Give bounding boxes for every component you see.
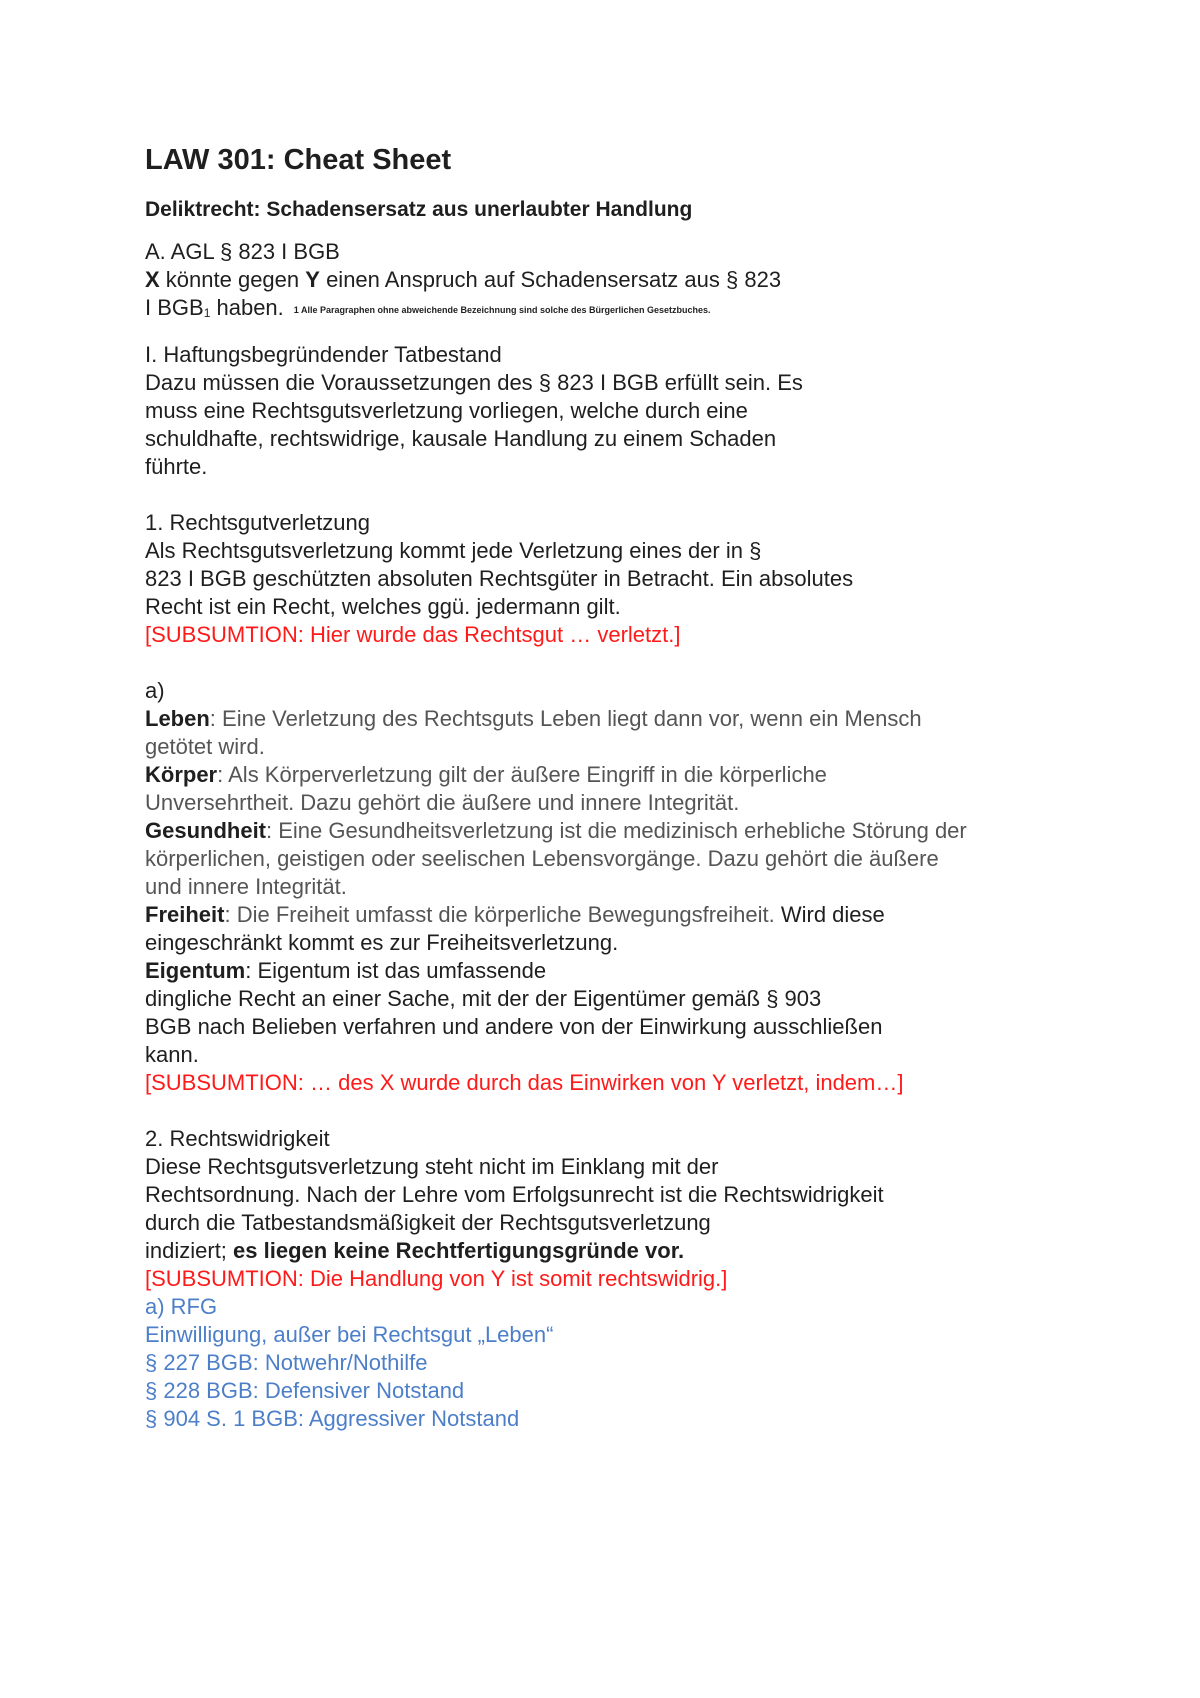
term-koerper: Körper	[145, 762, 218, 787]
agl-line2-a: I BGB	[145, 295, 204, 320]
party-x: X	[145, 267, 160, 292]
freiheit-text-b: Wird diese	[774, 902, 885, 927]
freiheit-line-2: eingeschränkt kommt es zur Freiheitsverletzung.	[145, 930, 619, 955]
gesundheit-line-3: und innere Integrität.	[145, 874, 347, 899]
tatbestand-line: muss eine Rechtsgutsverletzung vorliegen, welche durch eine	[145, 398, 748, 423]
koerper-line-1	[145, 761, 1085, 789]
agl-line-1	[145, 266, 1085, 294]
rfg-item: § 904 S. 1 BGB: Aggressiver Notstand	[145, 1406, 520, 1431]
eigentum-line-2: dingliche Recht an einer Sache, mit der der Eigentümer gemäß § 903	[145, 986, 822, 1011]
agl-line-2	[145, 294, 1085, 327]
footnote-marker: 1	[203, 306, 211, 320]
leben-line-1	[145, 705, 1085, 733]
rechtswidrigkeit-line: Rechtsordnung. Nach der Lehre vom Erfolgsunrecht ist die Rechtswidrigkeit	[145, 1182, 884, 1207]
rechtsgut-heading: 1. Rechtsgutverletzung	[145, 510, 371, 535]
leben-text: : Eine Verletzung des Rechtsguts Leben liegt dann vor, wenn ein Mensch	[209, 706, 922, 731]
gesundheit-line-1	[145, 817, 1085, 845]
page-title: LAW 301: Cheat Sheet	[145, 144, 452, 176]
agl-text-mid: könnte gegen	[159, 267, 306, 292]
koerper-line-2: Unversehrtheit. Dazu gehört die äußere und innere Integrität.	[145, 790, 740, 815]
agl-text-rest: einen Anspruch auf Schadensersatz aus § 823	[319, 267, 782, 292]
indiziert-text: indiziert;	[145, 1238, 234, 1263]
tatbestand-line: Dazu müssen die Voraussetzungen des § 823 I BGB erfüllt sein. Es	[145, 370, 803, 395]
freiheit-line-1	[145, 901, 1085, 929]
eigentum-line-3: BGB nach Belieben verfahren und andere von der Einwirkung ausschließen	[145, 1014, 883, 1039]
koerper-text: : Als Körperverletzung gilt der äußere Eingriff in die körperliche	[217, 762, 827, 787]
rechtswidrigkeit-line: durch die Tatbestandsmäßigkeit der Rechtsgutsverletzung	[145, 1210, 711, 1235]
eigentum-line-4: kann.	[145, 1042, 199, 1067]
rechtsgueter-label: a)	[145, 678, 165, 703]
subsumtion-rechtswidrigkeit: [SUBSUMTION: Die Handlung von Y ist somit rechtswidrig.]	[145, 1266, 728, 1291]
agl-heading: A. AGL § 823 I BGB	[145, 239, 340, 264]
rechtswidrigkeit-last-line	[145, 1237, 1085, 1265]
footnote-text: 1 Alle Paragraphen ohne abweichende Bezeichnung sind solche des Bürgerlichen Gesetzbuches.	[293, 305, 711, 315]
term-eigentum: Eigentum	[145, 958, 246, 983]
gesundheit-line-2: körperlichen, geistigen oder seelischen Lebensvorgänge. Dazu gehört die äußere	[145, 846, 939, 871]
tatbestand-heading: I. Haftungsbegründender Tatbestand	[145, 342, 502, 367]
rfg-item: § 228 BGB: Defensiver Notstand	[145, 1378, 465, 1403]
subsumtion-rechtsgut: [SUBSUMTION: Hier wurde das Rechtsgut … verletzt.]	[145, 622, 681, 647]
term-gesundheit: Gesundheit	[145, 818, 267, 843]
rfg-item: § 227 BGB: Notwehr/Nothilfe	[145, 1350, 428, 1375]
term-leben: Leben	[145, 706, 210, 731]
term-freiheit: Freiheit	[145, 902, 225, 927]
rechtswidrigkeit-line: Diese Rechtsgutsverletzung steht nicht im Einklang mit der	[145, 1154, 719, 1179]
tatbestand-line: führte.	[145, 454, 208, 479]
rechtsgut-line: Als Rechtsgutsverletzung kommt jede Verletzung eines der in §	[145, 538, 762, 563]
party-y: Y	[305, 267, 320, 292]
rechtswidrigkeit-heading: 2. Rechtswidrigkeit	[145, 1126, 330, 1151]
rechtsgut-line: 823 I BGB geschützten absoluten Rechtsgüter in Betracht. Ein absolutes	[145, 566, 854, 591]
rechtsgut-line: Recht ist ein Recht, welches ggü. jedermann gilt.	[145, 594, 621, 619]
leben-line-2: getötet wird.	[145, 734, 265, 759]
section-subtitle: Deliktrecht: Schadensersatz aus unerlaubter Handlung	[145, 198, 693, 221]
keine-rfg-text: es liegen keine Rechtfertigungsgründe vor.	[233, 1238, 685, 1263]
rfg-item: a) RFG	[145, 1294, 218, 1319]
agl-line2-b: haben.	[210, 295, 284, 320]
tatbestand-line: schuldhafte, rechtswidrige, kausale Handlung zu einem Schaden	[145, 426, 777, 451]
freiheit-text-a: : Die Freiheit umfasst die körperliche Bewegungsfreiheit.	[224, 902, 775, 927]
rfg-item: Einwilligung, außer bei Rechtsgut „Leben“	[145, 1322, 554, 1347]
document-page	[145, 142, 1085, 1433]
eigentum-text: : Eigentum ist das umfassende	[245, 958, 547, 983]
eigentum-line-1	[145, 957, 1085, 985]
subsumtion-eigentum: [SUBSUMTION: … des X wurde durch das Einwirken von Y verletzt, indem…]	[145, 1070, 904, 1095]
gesundheit-text: : Eine Gesundheitsverletzung ist die medizinisch erhebliche Störung der	[266, 818, 967, 843]
